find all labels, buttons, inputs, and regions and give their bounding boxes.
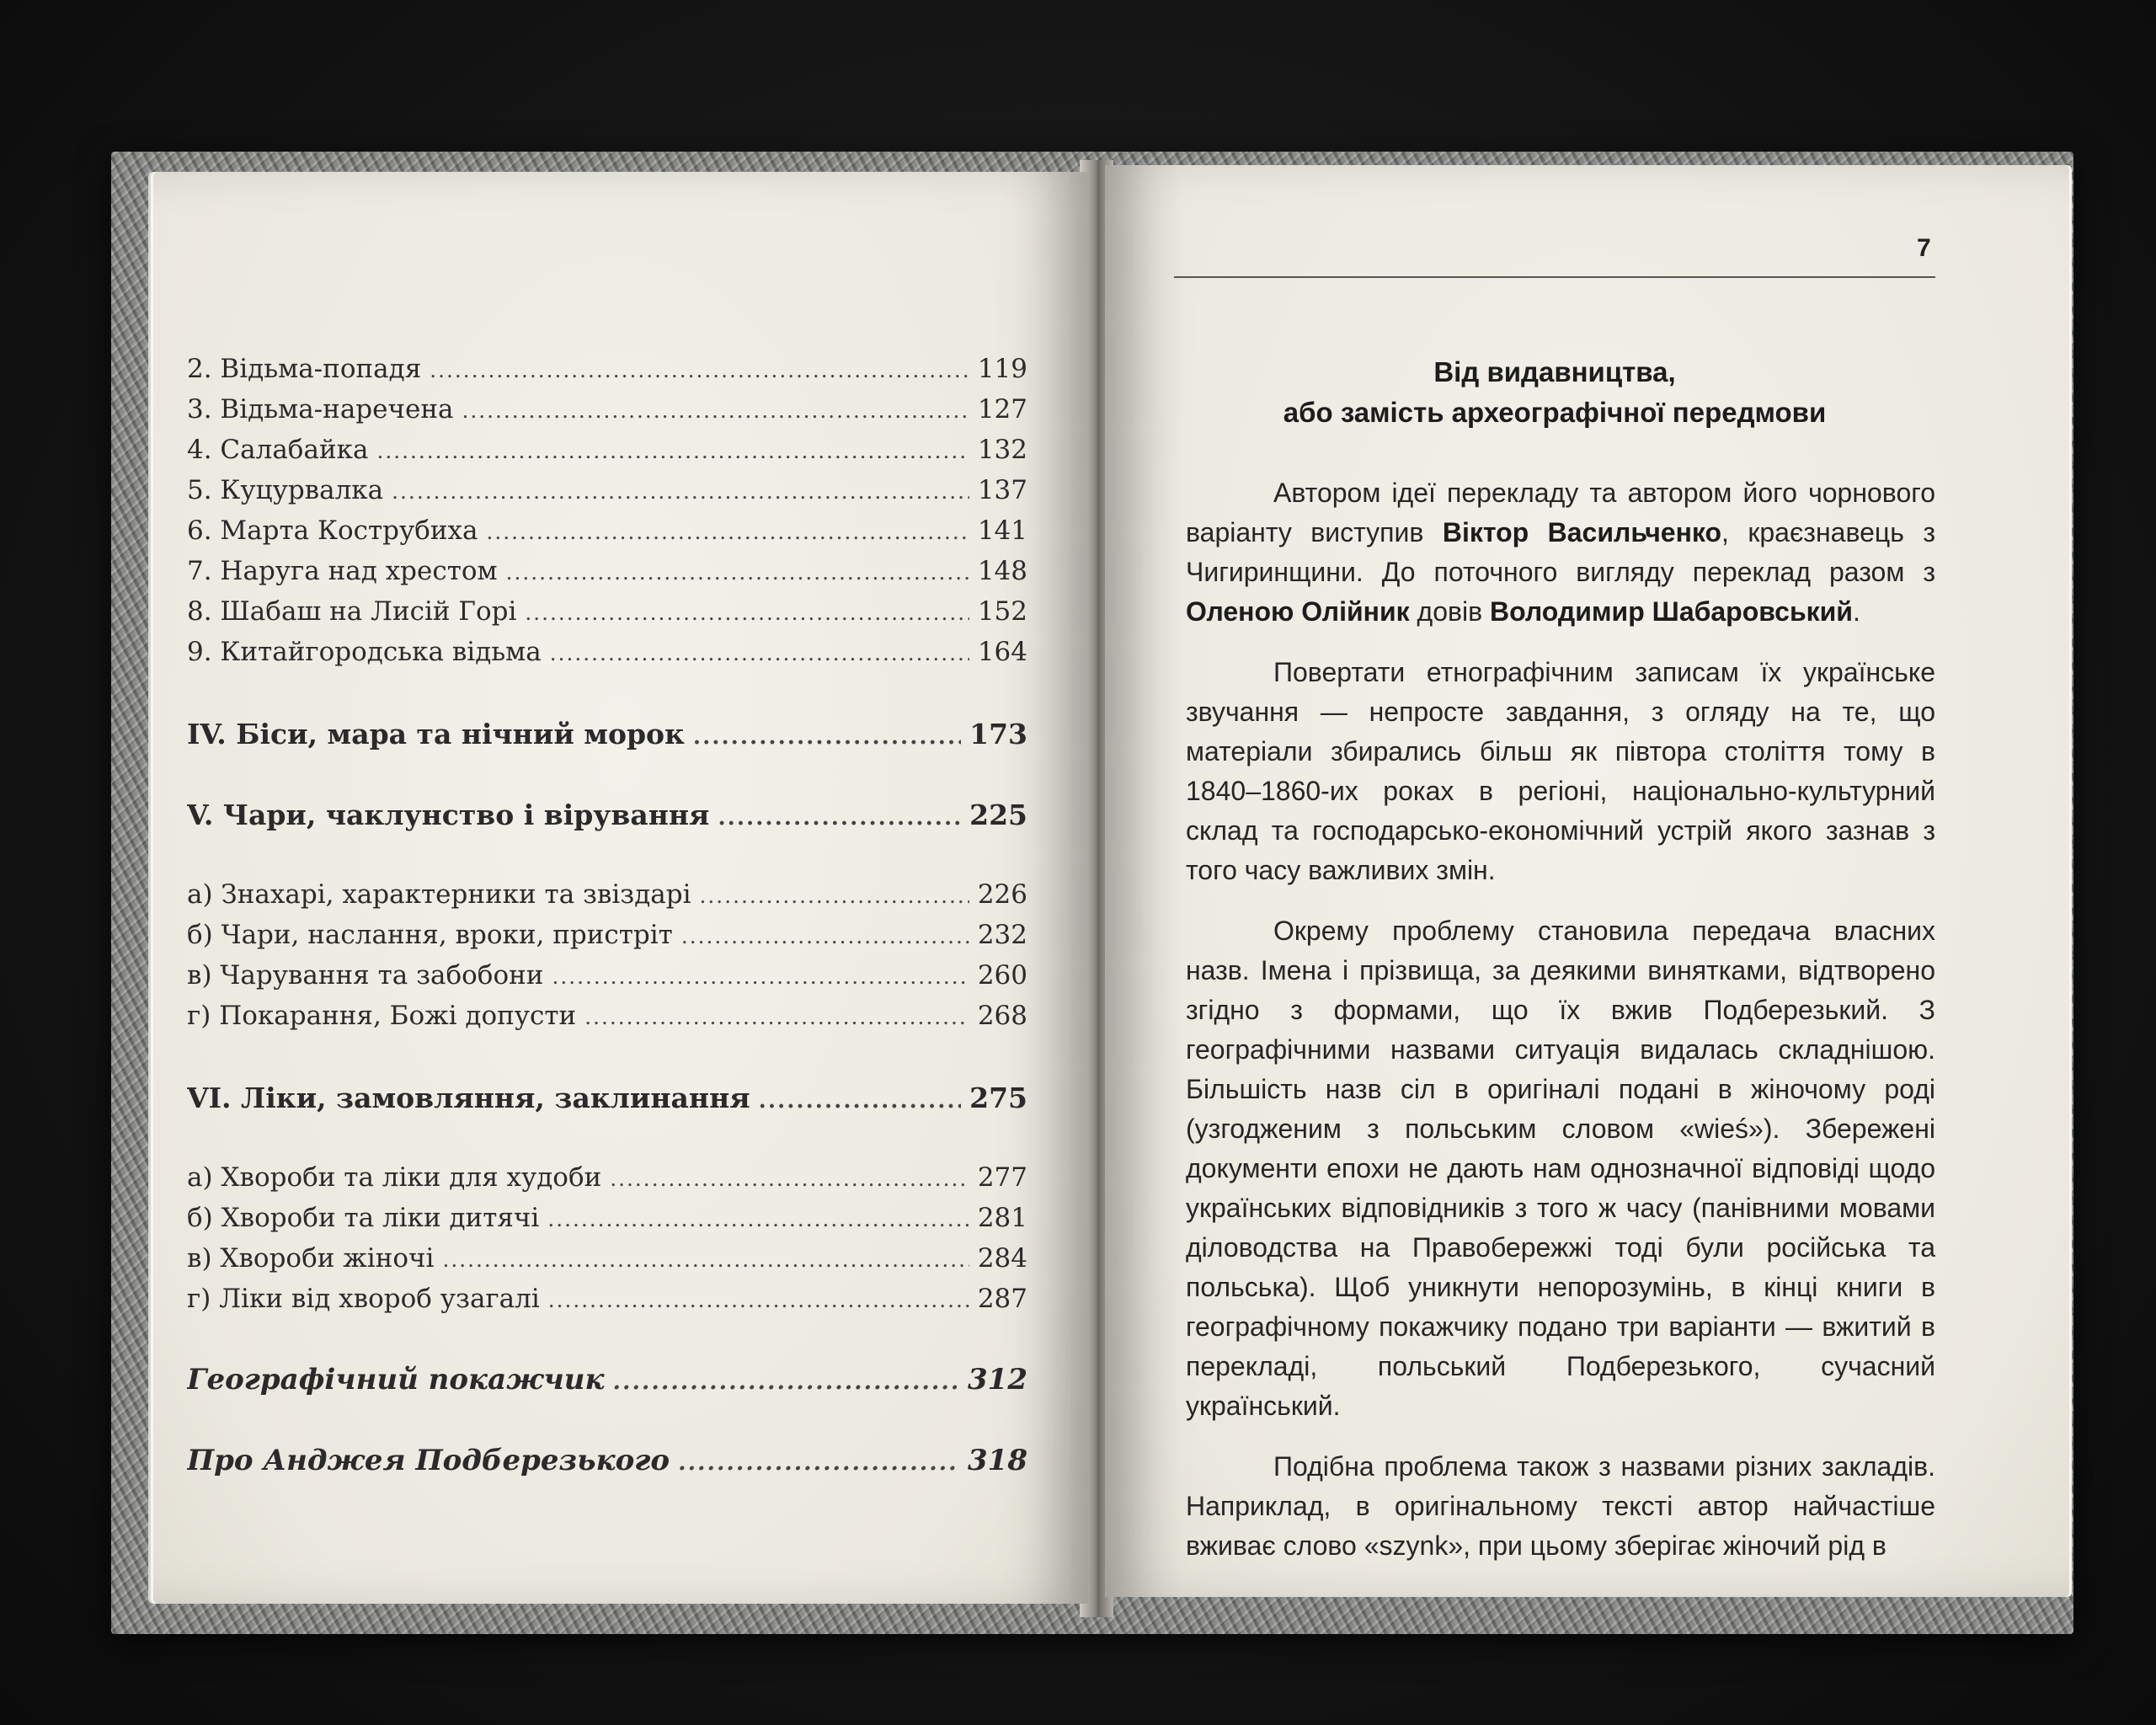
toc-entry — [187, 515, 1027, 546]
toc-leader-dots — [487, 520, 969, 544]
toc-leader-dots — [462, 398, 969, 423]
toc-leader-dots — [442, 1247, 969, 1272]
toc-entry-page: 127 — [977, 394, 1027, 425]
toc-leader-dots — [610, 1167, 969, 1191]
toc-appendix-page: 312 — [968, 1363, 1027, 1397]
toc-entry-title: 9. Китайгородська відьма — [187, 637, 542, 667]
toc-entry-title: 8. Шабаш на Лисій Горі — [187, 596, 517, 627]
toc-entry-title: в) Хвороби жіночі — [187, 1243, 435, 1274]
toc-entry-page: 260 — [977, 960, 1027, 991]
toc-entry-title: 6. Марта Кострубиха — [187, 515, 478, 546]
toc-chapter-page: 173 — [969, 718, 1027, 750]
toc-entry-page: 232 — [977, 920, 1027, 950]
toc-entry-page: 137 — [977, 475, 1027, 505]
toc-entry-page: 152 — [977, 596, 1027, 627]
toc-entry-page: 277 — [977, 1162, 1027, 1193]
toc-entry — [187, 435, 1027, 465]
toc-leader-dots — [584, 1005, 969, 1029]
toc-entry-title: 3. Відьма-наречена — [187, 394, 454, 425]
toc-chapter — [187, 718, 1027, 750]
toc-leader-dots — [376, 439, 969, 463]
toc-leader-dots — [613, 1368, 959, 1395]
toc-entry-title: 5. Куцурвалка — [187, 475, 384, 505]
toc-entry — [187, 556, 1027, 586]
toc-entry-title: 7. Наруга над хрестом — [187, 556, 498, 586]
toc-chapter-title: VI. Ліки, замовляння, заклинання — [187, 1081, 750, 1114]
toc-leader-dots — [392, 479, 969, 504]
toc-leader-dots — [430, 358, 969, 382]
toc-leader-dots — [693, 724, 961, 750]
toc-chapter-title: V. Чари, чаклунство і вірування — [187, 798, 710, 831]
toc-entry-page: 226 — [977, 879, 1027, 910]
toc-chapter-title: IV. Біси, мара та нічний морок — [187, 718, 685, 750]
heading-line: Від видавництва, — [1433, 356, 1676, 387]
toc-entry-title: в) Чарування та забобони — [187, 960, 544, 991]
header-rule — [1174, 276, 1935, 278]
author-name: Віктор Васильченко — [1442, 517, 1722, 547]
toc-entry-title: а) Хвороби та ліки для худоби — [187, 1162, 602, 1193]
toc-appendix — [187, 1444, 1027, 1477]
toc-appendix-title: Географічний покажчик — [187, 1363, 605, 1397]
toc-entry-title: г) Покарання, Божі допусти — [187, 1001, 577, 1031]
toc-leader-dots — [700, 884, 969, 908]
toc-entry — [187, 1243, 1027, 1274]
toc-entry-page: 132 — [977, 435, 1027, 465]
toc-chapter — [187, 798, 1027, 831]
toc-entry — [187, 920, 1027, 950]
toc-entry-title: б) Чари, наслання, вроки, пристріт — [187, 920, 673, 950]
text-run: . — [1852, 596, 1860, 627]
toc-leader-dots — [759, 1087, 961, 1114]
toc-entry-title: г) Ліки від хвороб узагалі — [187, 1284, 540, 1314]
toc-entry — [187, 960, 1027, 991]
toc-entry-page: 284 — [977, 1243, 1027, 1274]
text-run: Автором ідеї перекладу та автором його чорнового варіанту виступив — [1186, 478, 1935, 547]
toc-entry-title: 2. Відьма-попадя — [187, 354, 422, 384]
page-number: 7 — [1917, 234, 1931, 262]
toc-entry-page: 141 — [977, 515, 1027, 546]
toc-appendix — [187, 1363, 1027, 1397]
toc-leader-dots — [506, 560, 969, 585]
toc-leader-dots — [681, 924, 969, 948]
toc-entry-page: 164 — [977, 637, 1027, 667]
author-name: Оленою Олійник — [1186, 596, 1410, 627]
toc-entry — [187, 1162, 1027, 1193]
paragraph: Повертати етнографічним записам їх українське звучання — непросте завдання, з огляду на те, що матеріали збирались більш як півтора століття тому в 1840–1860-их роках в регіоні, національно-культурний склад та господарсько-економічний устрій якого зазнав з того часу важливих змін. — [1186, 657, 1935, 885]
toc-leader-dots — [547, 1207, 969, 1231]
section-heading — [1174, 352, 1935, 433]
toc-entry-title: 4. Салабайка — [187, 435, 369, 465]
toc-entry — [187, 596, 1027, 627]
heading-line: або замість археографічної передмови — [1283, 397, 1827, 428]
text-run: , краєзнавець з Чигиринщини. До поточного вигляду переклад разом з — [1186, 517, 1936, 587]
toc-chapter — [187, 1081, 1027, 1114]
toc-entry-page: 268 — [977, 1001, 1027, 1031]
toc-entry — [187, 1203, 1027, 1233]
toc-entry — [187, 394, 1027, 425]
paragraph: Окрему проблему становила передача власних назв. Імена і прізвища, за деякими винятками, відтворено згідно з формами, що їх вжив Подберезький. З географічними назвами ситуація видалась складнішою. Більшість назв сіл в оригіналі подані в жіночому роді (узгодженим з польським словом «wieś»). Збережені документи епохи не дають нам однозначної відповіді щодо українських відповідників з того ж часу (панівними мовами діловодства на Правобережжі тоді були російська та польська). Щоб уникнути непорозумінь, в кінці книги в географічному покажчику подано три варіанти — вжитий в перекладі, польський Подберезького, сучасний український. — [1186, 916, 1935, 1421]
toc-entry-title: а) Знахарі, характерники та звіздарі — [187, 879, 691, 910]
toc-leader-dots — [718, 804, 961, 830]
toc-entry — [187, 1001, 1027, 1031]
toc-leader-dots — [552, 964, 969, 989]
toc-leader-dots — [550, 641, 969, 665]
toc-chapter-page: 225 — [969, 798, 1027, 831]
toc-entry — [187, 354, 1027, 384]
toc-entry — [187, 637, 1027, 667]
toc-entry-page: 287 — [977, 1284, 1027, 1314]
toc-entry-page: 281 — [977, 1203, 1027, 1233]
paragraph: Подібна проблема також з назвами різних закладів. Наприклад, в оригінальному тексті автор найчастіше вживає слово «szynk», при цьому зберігає жіночий рід в — [1186, 1451, 1935, 1561]
toc-leader-dots — [525, 601, 969, 625]
author-name: Володимир Шабаровський — [1490, 596, 1853, 627]
paragraph — [1186, 473, 1935, 632]
toc-entry-page: 148 — [977, 556, 1027, 586]
toc-appendix-page: 318 — [968, 1444, 1027, 1477]
toc-entry — [187, 475, 1027, 505]
toc-appendix-title: Про Анджея Подберезького — [187, 1444, 670, 1477]
toc-entry — [187, 1284, 1027, 1314]
toc-chapter-page: 275 — [969, 1081, 1027, 1114]
toc-leader-dots — [678, 1449, 959, 1476]
text-run: довів — [1409, 596, 1490, 627]
toc-leader-dots — [548, 1288, 969, 1312]
toc-entry-page: 119 — [977, 354, 1027, 384]
toc-entry — [187, 879, 1027, 910]
toc-entry-title: б) Хвороби та ліки дитячі — [187, 1203, 540, 1233]
body-text — [1186, 473, 1935, 1566]
